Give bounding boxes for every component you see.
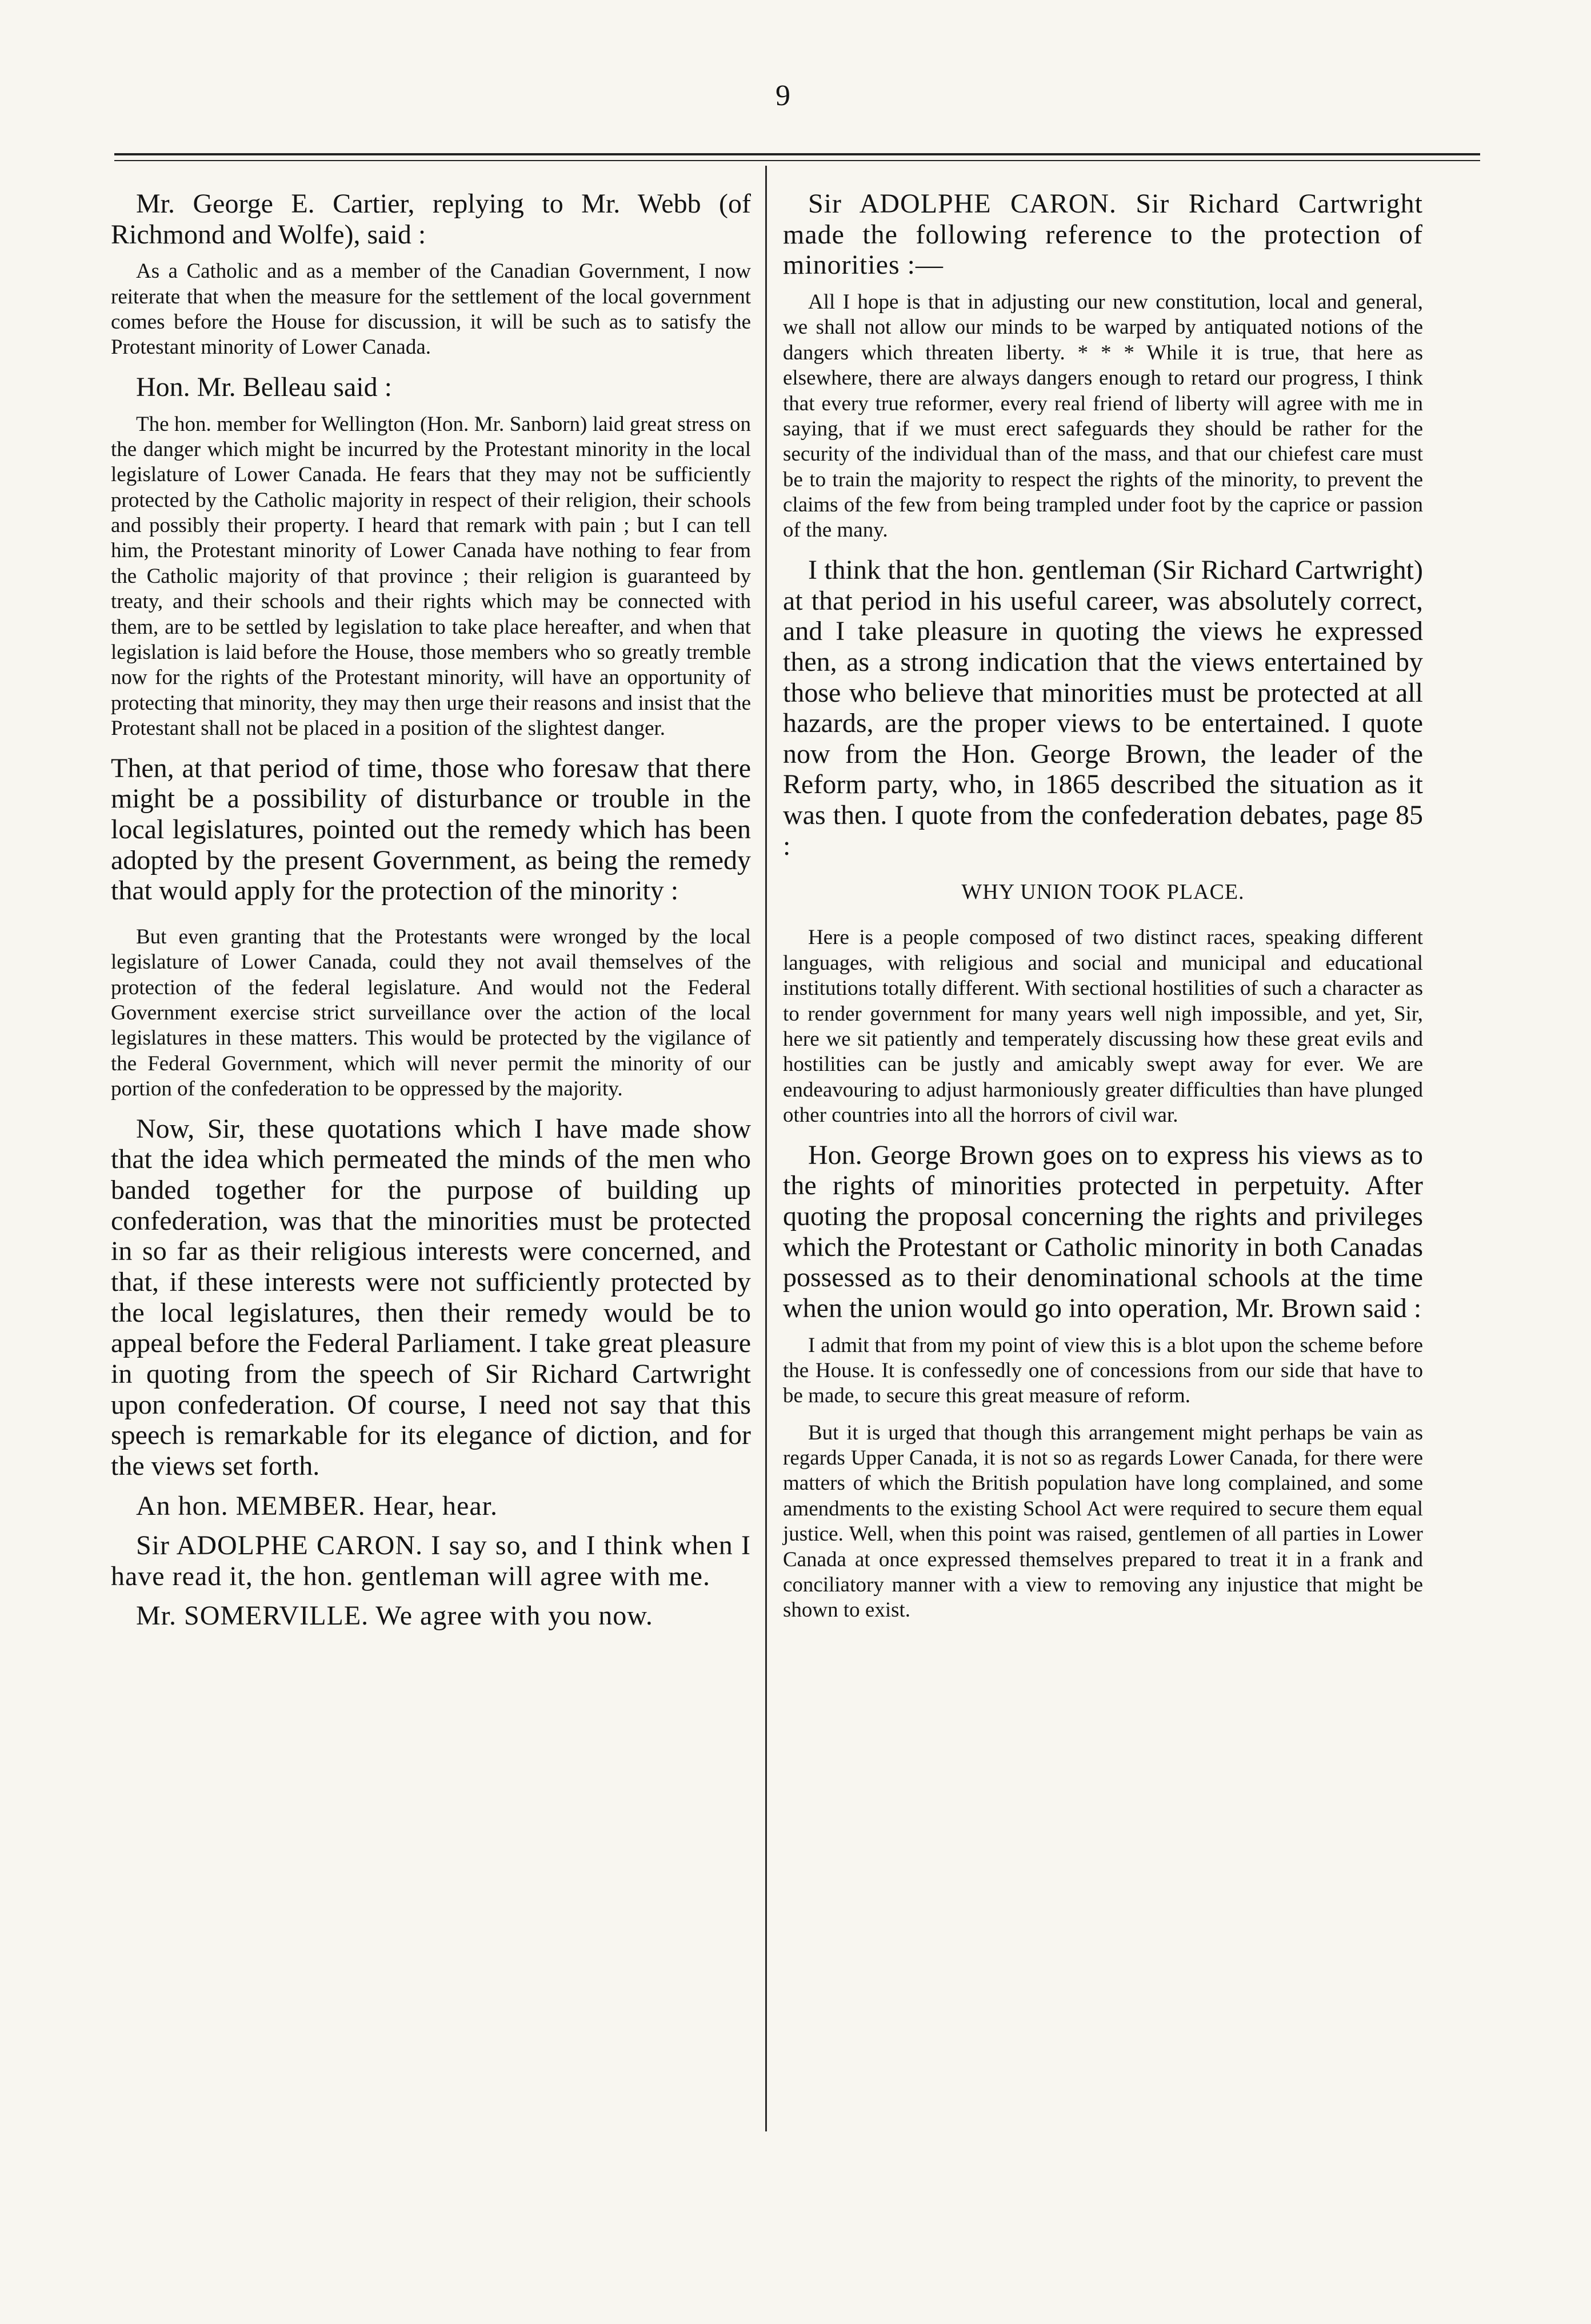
paragraph-brown-views: Hon. George Brown goes on to express his views as to the rights of minorities protected in perpetuity. After quoting the proposal concerning the rights and privileges which the Protestant or Catholic minority in both Canadas possessed as to their denominational schools at the time when the union would go into operation, Mr. Brown said : bbox=[783, 1139, 1423, 1323]
quote-federal-protection: But even granting that the Protestants were wronged by the local legislature of Lower Canada, could they not avail themselves of the protection of the federal legislature. And would not the Federal Government exercise strict surveillance over the action of the local legislatures in these matters. This would be protected by the vigilance of the Federal Government, which will never permit the minority of our portion of the confederation to be oppressed by the majority. bbox=[111, 925, 751, 1101]
paragraph-brown-intro: I think that the hon. gentleman (Sir Richard Cartwright) at that period in his useful career, was absolutely correct, and I take pleasure in quoting the views he expressed then, as a strong indication that the views entertained by those who believe that minorities must be protected at all hazards, are the proper views to be entertained. I quote now from the Hon. George Brown, the leader of the Reform party, who, in 1865 described the situation as it was then. I quote from the confederation debates, page 85 : bbox=[783, 554, 1423, 861]
paragraph-hear-hear: An hon. MEMBER. Hear, hear. bbox=[136, 1490, 498, 1521]
paragraph-caron-reply: Sir ADOLPHE CARON. I say so, and I think when I have read it, the hon. gentleman will agree with me. bbox=[111, 1530, 751, 1591]
quote-brown-admit: I admit that from my point of view this is a blot upon the scheme before the House. It is confessedly one of concessions from our side that have to be made, to secure this great measure of reform. bbox=[783, 1333, 1423, 1408]
paragraph-remedy: Then, at that period of time, those who foresaw that there might be a possibility of disturbance or trouble in the local legislatures, pointed out the remedy which has been adopted by the present Government, as being the remedy that would apply for the protection of the minority : bbox=[111, 753, 751, 906]
paragraph-quotations: Now, Sir, these quotations which I have made show that the idea which permeated the minds of the men who banded together for the purpose of building up confederation, was that the minorities must be protected in so far as their religious interests were concerned, and that, if these interests were not sufficiently protected by the local legislatures, then their remedy would be to appeal before the Federal Parliament. I take great pleasure in quoting from the speech of Sir Richard Cartwright upon confederation. Of course, I need not say that this speech is remarkable for its elegance of diction, and for the views set forth. bbox=[111, 1113, 751, 1481]
quote-cartier: As a Catholic and as a member of the Canadian Government, I now reiterate that when the measure for the settlement of the local government comes before the House for discussion, it will be such as to satisfy the Protestant minority of Lower Canada. bbox=[111, 259, 751, 359]
paragraph-somerville: Mr. SOMERVILLE. We agree with you now. bbox=[136, 1601, 653, 1631]
top-rule bbox=[114, 153, 1480, 155]
right-column bbox=[783, 189, 1423, 1635]
quote-cartwright: All I hope is that in adjusting our new constitution, local and general, we shall not allow our minds to be warped by antiquated notions of the dangers which threaten liberty. * * * While it is true, that here as elsewhere, there are always dangers enough to retard our progress, I think that every true reformer, every real friend of liberty will agree with me in saying, that if we must erect safeguards they should be rather for the security of the individual than of the mass, and that our chiefest care must be to train the majority to respect the rights of the minority, to prevent the claims of the few from being trampled under foot by the caprice or passion of the many. bbox=[783, 290, 1423, 542]
column-divider bbox=[765, 166, 767, 2131]
paragraph-cartier-intro: Mr. George E. Cartier, replying to Mr. Webb (of Richmond and Wolfe), said : bbox=[111, 189, 751, 250]
top-rule-secondary bbox=[114, 160, 1480, 161]
page-number: 9 bbox=[775, 79, 790, 112]
quote-belleau: The hon. member for Wellington (Hon. Mr. Sanborn) laid great stress on the danger which might be incurred by the Protestant minority in the local legislature of Lower Canada. He fears that they may not be sufficiently protected by the Catholic majority in respect of their religion, their schools and possibly their property. I heard that remark with pain ; but I can tell him, the Protestant minority of Lower Canada have nothing to fear from the Catholic majority of that province ; their religion is guaranteed by treaty, and their schools and their rights which may be connected with them, are to be settled by legislation to take place hereafter, and when that legislation is laid before the House, those members who so greatly tremble now for the rights of the Protestant minority, will have an opportunity of protecting that minority, they may then urge their reasons and insist that the Protestant shall not be placed in a position of the slightest danger. bbox=[111, 412, 751, 741]
quote-why-union: Here is a people composed of two distinct races, speaking different languages, with religious and social and municipal and educational institutions totally different. With sectional hostilities of such a character as to render government for many years well nigh impossible, and yet, Sir, here we sit patiently and temperately discussing how these great evils and hostilities can be justly and amicably swept away for ever. We are endeavouring to adjust harmoniously greater difficulties than have plunged other countries into all the horrors of civil war. bbox=[783, 926, 1423, 1127]
left-column bbox=[111, 189, 751, 1641]
paragraph-belleau-intro: Hon. Mr. Belleau said : bbox=[136, 371, 392, 402]
paragraph-caron-reference: Sir ADOLPHE CARON. Sir Richard Cartwright made the following reference to the protection of minorities :— bbox=[783, 189, 1423, 281]
quote-brown-urged: But it is urged that though this arrangement might perhaps be vain as regards Upper Canada, it is not so as regards Lower Canada, for there were matters of which the British population have long complained, and some amendments to the existing School Act were required to secure them equal justice. Well, when this point was raised, gentlemen of all parties in Lower Canada at once expressed themselves prepared to treat it in a frank and conciliatory manner with a view to removing any injustice that might be shown to exist. bbox=[783, 1421, 1423, 1622]
section-heading: WHY UNION TOOK PLACE. bbox=[961, 880, 1245, 905]
